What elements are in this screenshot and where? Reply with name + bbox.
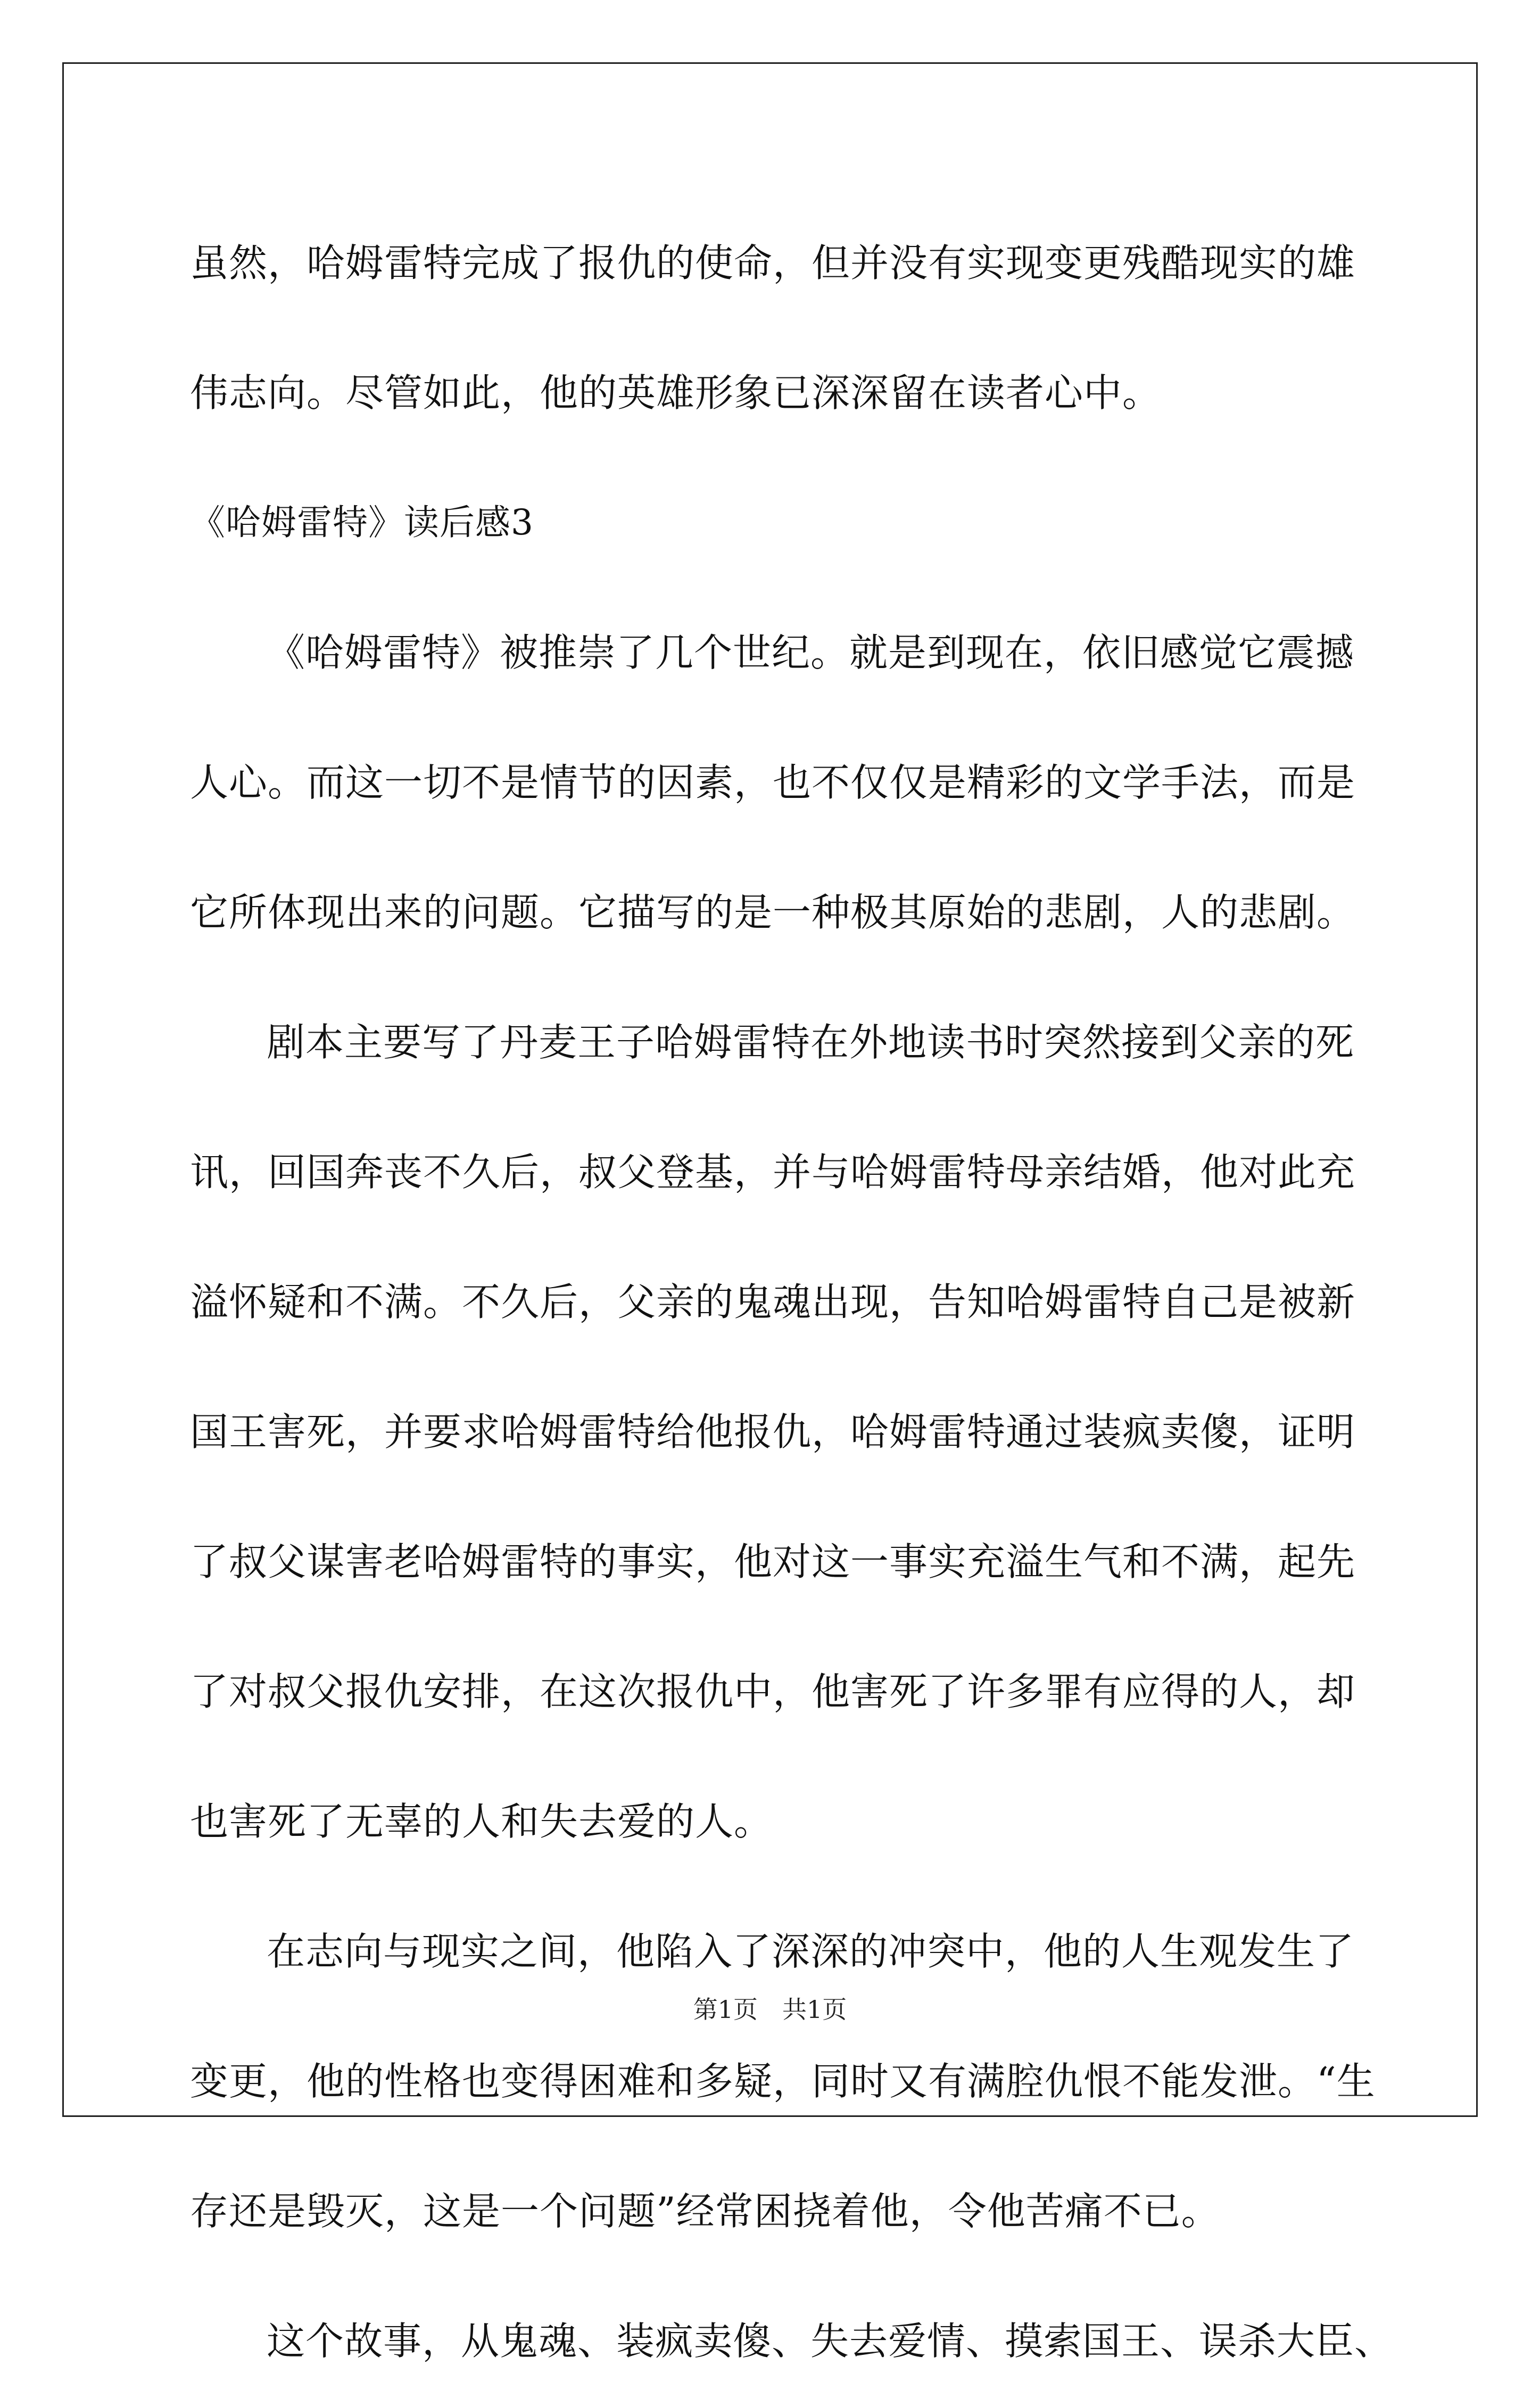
text-line: 了叔父谋害老哈姆雷特的事实，他对这一事实充溢生气和不满，起先 <box>190 1539 1356 1584</box>
section-heading <box>190 458 1353 588</box>
paragraph-1 <box>190 198 1356 458</box>
paragraph-4 <box>190 1886 1376 2276</box>
text-line: 国王害死，并要求哈姆雷特给他报仇，哈姆雷特通过装疯卖傻，证明 <box>190 1410 1356 1454</box>
text-line: 它所体现出来的问题。它描写的是一种极其原始的悲剧，人的悲剧。 <box>190 890 1356 935</box>
text-line: 了对叔父报仇安排，在这次报仇中，他害死了许多罪有应得的人，却 <box>190 1669 1356 1714</box>
text-line: 《哈姆雷特》被推崇了几个世纪。就是到现在，依旧感觉它震撼 <box>267 630 1355 675</box>
text-line: 讯，回国奔丧不久后，叔父登基，并与哈姆雷特母亲结婚，他对此充 <box>190 1150 1356 1194</box>
heading-text: 《哈姆雷特》读后感3 <box>190 502 534 543</box>
text-line: 也害死了无辜的人和失去爱的人。 <box>190 1799 773 1844</box>
text-line: 存还是毁灭，这是一个问题”经常困挠着他，令他苦痛不已。 <box>190 2189 1220 2234</box>
text-line: 在志向与现实之间，他陷入了深深的冲突中，他的人生观发生了 <box>267 1929 1355 1974</box>
paragraph-2 <box>190 588 1356 977</box>
text-line: 变更，他的性格也变得困难和多疑，同时又有满腔仇恨不能发泄。“生 <box>190 2059 1376 2104</box>
page-footer: 第1页 共1页 <box>693 1995 847 2024</box>
text-line: 伟志向。尽管如此，他的英雄形象已深深留在读者心中。 <box>190 370 1162 415</box>
text-line: 人心。而这一切不是情节的因素，也不仅仅是精彩的文学手法，而是 <box>190 760 1356 805</box>
paragraph-5 <box>190 2276 1394 2406</box>
text-line: 这个故事，从鬼魂、装疯卖傻、失去爱情、摸索国王、误杀大臣、 <box>267 2319 1394 2363</box>
document-body <box>190 198 1394 2406</box>
text-line: 虽然，哈姆雷特完成了报仇的使命，但并没有实现变更残酷现实的雄 <box>190 241 1356 285</box>
text-line: 剧本主要写了丹麦王子哈姆雷特在外地读书时突然接到父亲的死 <box>267 1020 1355 1065</box>
paragraph-3 <box>190 977 1356 1886</box>
text-line: 溢怀疑和不满。不久后，父亲的鬼魂出现，告知哈姆雷特自己是被新 <box>190 1280 1356 1324</box>
